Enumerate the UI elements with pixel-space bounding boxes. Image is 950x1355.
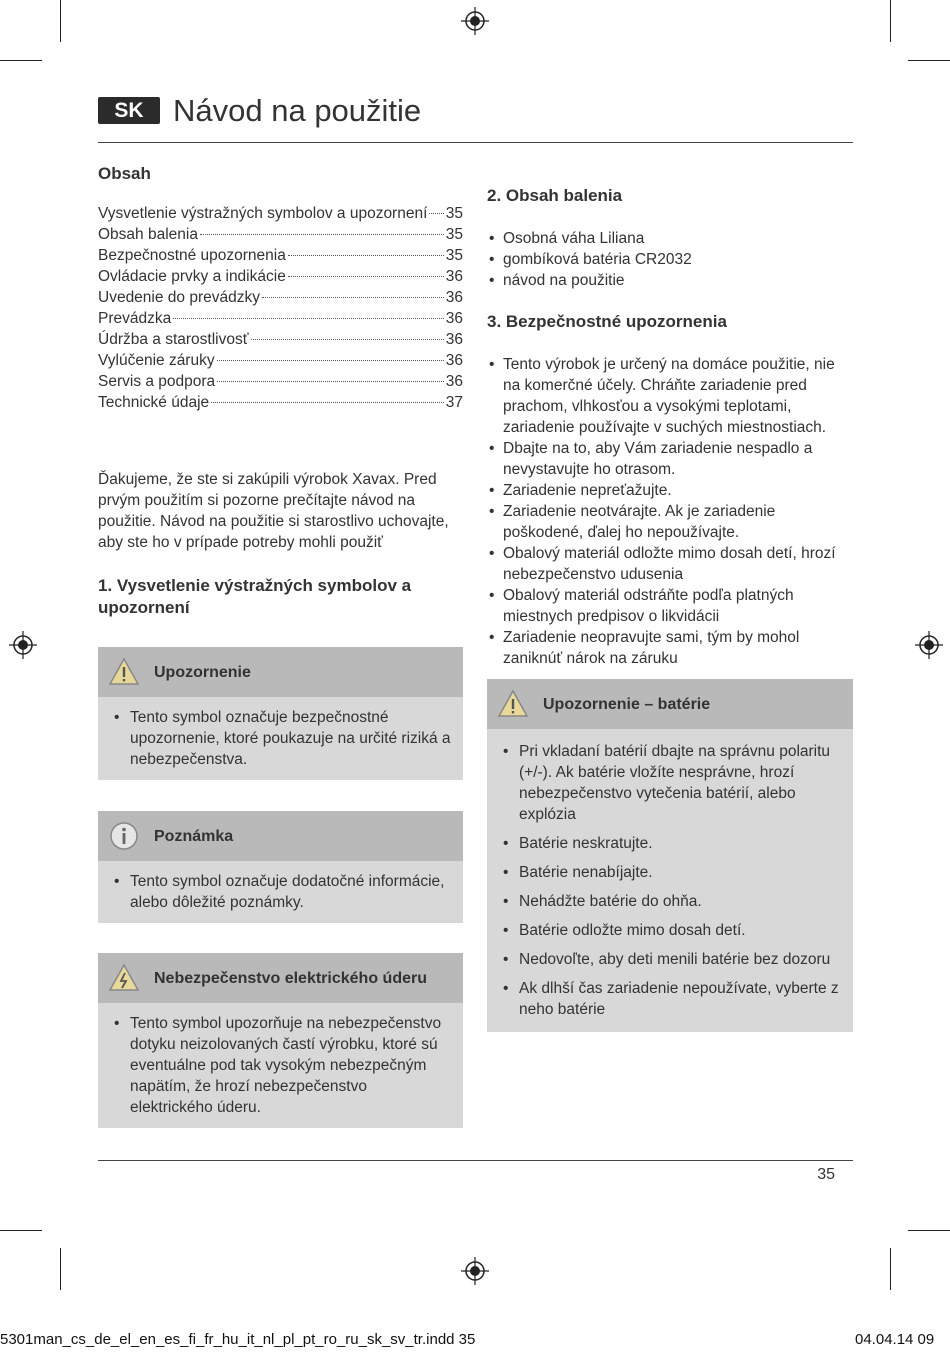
crop-mark <box>890 0 891 42</box>
note-box <box>98 811 463 923</box>
crop-mark <box>908 1230 950 1231</box>
battery-warning-box <box>487 679 853 1032</box>
section-1-title: 1. Vysvetlenie výstražných symbolov a upozornení <box>98 576 412 617</box>
footer-divider <box>98 1160 853 1161</box>
electric-hazard-box-label: Nebezpečenstvo elektrického úderu <box>154 969 427 987</box>
section-2-title: 2. Obsah balenia <box>487 186 623 205</box>
list-item: • gombíková batéria CR2032 <box>487 249 853 270</box>
left-column <box>98 163 463 1128</box>
crop-mark <box>60 1248 61 1290</box>
list-item: • Batérie nenabíjajte. <box>499 862 841 883</box>
info-circle-icon <box>108 820 140 852</box>
toc-item: Technické údaje 37 <box>98 394 463 411</box>
toc-item: Vylúčenie záruky 36 <box>98 352 463 369</box>
crop-mark <box>0 1230 42 1231</box>
note-box-label: Poznámka <box>154 827 234 845</box>
registration-mark-icon <box>460 1256 490 1286</box>
toc-item: Bezpečnostné upozornenia 35 <box>98 247 463 264</box>
page-header <box>98 93 853 143</box>
intro-paragraph: Ďakujeme, že ste si zakúpili výrobok Xavax. Pred prvým použitím si pozorne prečítajte návod na použitie. Návod na použitie si starostlivo uchovajte, aby ste ho v prípade potreby mohli použiť <box>98 471 449 551</box>
list-item: • Nedovoľte, aby deti menili batérie bez dozoru <box>499 949 841 970</box>
toc-item: Obsah balenia 35 <box>98 226 463 243</box>
list-item: • Tento výrobok je určený na domáce použitie, nie na komerčné účely. Chráňte zariadenie pred prachom, vlhkosťou a vysokými teplotami, zariadenie používajte v suchých miestnostiach. <box>487 354 853 438</box>
list-item: • návod na použitie <box>487 270 853 291</box>
warning-triangle-icon <box>108 656 140 688</box>
electric-hazard-box <box>98 953 463 1128</box>
list-item: • Obalový materiál odložte mimo dosah detí, hrozí nebezpečenstvo udusenia <box>487 543 853 585</box>
registration-mark-icon <box>460 6 490 36</box>
toc-item: Údržba a starostlivosť 36 <box>98 331 463 348</box>
warning-box-label: Upozornenie <box>154 663 251 681</box>
package-contents-list <box>487 228 853 291</box>
warning-triangle-icon <box>497 688 529 720</box>
list-item: • Batérie odložte mimo dosah detí. <box>499 920 841 941</box>
print-slug: 5301man_cs_de_el_en_es_fi_fr_hu_it_nl_pl_pt_ro_ru_sk_sv_tr.indd 35 <box>0 1331 476 1348</box>
list-item: • Zariadenie nepreťažujte. <box>487 480 853 501</box>
warning-box-text: • Tento symbol označuje bezpečnostné upozornenie, ktoré poukazuje na určité riziká a nebezpečenstva. <box>110 707 451 770</box>
toc-title: Obsah <box>98 164 151 183</box>
list-item: • Zariadenie neotvárajte. Ak je zariadenie poškodené, ďalej ho nepoužívajte. <box>487 501 853 543</box>
note-box-text: • Tento symbol označuje dodatočné informácie, alebo dôležité poznámky. <box>110 871 451 913</box>
print-date: 04.04.14 09 <box>855 1331 935 1348</box>
battery-warning-list <box>499 741 841 1020</box>
warning-box <box>98 647 463 780</box>
crop-mark <box>908 60 950 61</box>
list-item: • Dbajte na to, aby Vám zariadenie nespadlo a nevystavujte ho otrasom. <box>487 438 853 480</box>
list-item: • Obalový materiál odstráňte podľa platných miestnych predpisov o likvidácii <box>487 585 853 627</box>
toc-item: Uvedenie do prevádzky 36 <box>98 289 463 306</box>
list-item: • Batérie neskratujte. <box>499 833 841 854</box>
electric-hazard-box-text: • Tento symbol upozorňuje na nebezpečenstvo dotyku neizolovaných častí výrobku, ktoré sú eventuálne pod tak vysokým nebezpečným napätím, že hrozí nebezpečenstvo elektrického úderu. <box>110 1013 451 1118</box>
list-item: • Osobná váha Liliana <box>487 228 853 249</box>
toc-item: Servis a podpora 36 <box>98 373 463 390</box>
language-badge: SK <box>98 97 160 124</box>
safety-notes-list <box>487 354 853 669</box>
crop-mark <box>0 60 42 61</box>
list-item: • Nehádžte batérie do ohňa. <box>499 891 841 912</box>
crop-mark <box>60 0 61 42</box>
battery-warning-box-header <box>487 679 853 729</box>
table-of-contents <box>98 203 463 413</box>
page-title: Návod na použitie <box>173 93 422 128</box>
list-item: • Zariadenie neopravujte sami, tým by mohol zaniknúť nárok na záruku <box>487 627 853 669</box>
right-column <box>487 185 853 1032</box>
warning-box-header <box>98 647 463 697</box>
page-number: 35 <box>817 1166 835 1183</box>
electric-hazard-icon <box>108 962 140 994</box>
battery-warning-box-label: Upozornenie – batérie <box>543 695 711 713</box>
toc-item: Prevádzka 36 <box>98 310 463 327</box>
registration-mark-icon <box>914 630 944 660</box>
crop-mark <box>890 1248 891 1290</box>
toc-item: Ovládacie prvky a indikácie 36 <box>98 268 463 285</box>
registration-mark-icon <box>8 630 38 660</box>
list-item: • Pri vkladaní batérií dbajte na správnu polaritu (+/-). Ak batérie vložíte nesprávne, hrozí nebezpečenstvo vytečenia batérií, alebo explózia <box>499 741 841 825</box>
electric-hazard-box-header <box>98 953 463 1003</box>
list-item: • Ak dlhší čas zariadenie nepoužívate, vyberte z neho batérie <box>499 978 841 1020</box>
section-3-title: 3. Bezpečnostné upozornenia <box>487 312 727 331</box>
note-box-header <box>98 811 463 861</box>
toc-item: Vysvetlenie výstražných symbolov a upozornení 35 <box>98 205 463 222</box>
